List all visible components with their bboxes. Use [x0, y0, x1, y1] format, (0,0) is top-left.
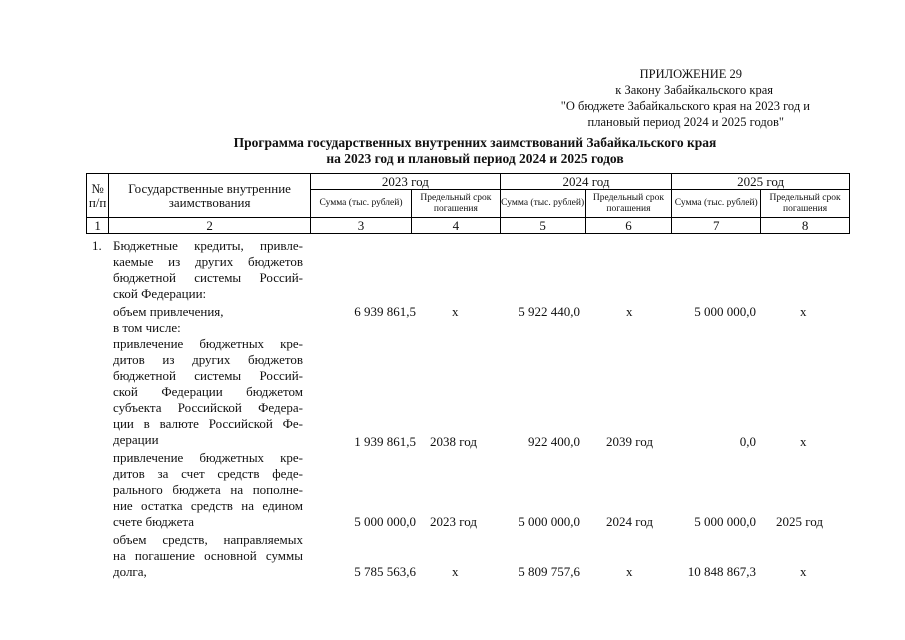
desc-line: ции в валюте Российской Фе- [113, 416, 303, 431]
sum-2024: 5 000 000,0 [518, 514, 580, 529]
term-2023: 2023 год [430, 514, 477, 529]
desc-line: субъекта Российской Федера- [113, 400, 303, 415]
desc-line: дерации [113, 432, 159, 447]
index-cell: 2 [109, 218, 311, 234]
row-description [113, 304, 303, 320]
header-borrowings: Государственные внутренние заимствования [109, 174, 311, 218]
term-2025: х [800, 304, 807, 319]
sum-2025: 5 000 000,0 [694, 514, 756, 529]
header-sum-2025: Сумма (тыс. рублей) [672, 190, 761, 218]
term-2023: х [452, 304, 459, 319]
header-year-2025: 2025 год [672, 174, 850, 190]
term-2023: 2038 год [430, 434, 477, 449]
row-number: 1. [92, 238, 102, 253]
header-sum-2023: Сумма (тыс. рублей) [311, 190, 412, 218]
desc-line: бюджетной системы Россий- [113, 368, 303, 383]
header-year-2024: 2024 год [500, 174, 672, 190]
sum-2024: 5 809 757,6 [518, 564, 580, 579]
desc-line: привлечение бюджетных кре- [113, 336, 303, 351]
sum-2023: 5 785 563,6 [354, 564, 416, 579]
row-description [113, 532, 303, 580]
term-2024: х [626, 304, 633, 319]
term-2024: х [626, 564, 633, 579]
appendix-header [430, 66, 810, 130]
sum-2023: 5 000 000,0 [354, 514, 416, 529]
sum-2025: 0,0 [739, 434, 756, 449]
document-title [80, 135, 870, 167]
term-2025: х [800, 434, 807, 449]
sum-2024: 922 400,0 [528, 434, 580, 449]
sum-2023: 6 939 861,5 [354, 304, 416, 319]
row-description [113, 450, 303, 530]
index-cell: 5 [500, 218, 585, 234]
header-num: № п/п [87, 174, 109, 218]
header-sum-2024: Сумма (тыс. рублей) [500, 190, 585, 218]
header-term-2023: Предельный срок погашения [411, 190, 500, 218]
title-line-1: Программа государственных внутренних заимствований Забайкальского края [233, 135, 717, 150]
header-term-2024: Предельный срок погашения [585, 190, 672, 218]
index-cell: 3 [311, 218, 412, 234]
desc-line: счете бюджета [113, 514, 194, 529]
term-2025: 2025 год [776, 514, 823, 529]
desc-line: Бюджетные кредиты, привле- [113, 238, 303, 253]
desc-line: ние остатка средств на едином [113, 498, 303, 513]
desc-line: рального бюджета на пополне- [113, 482, 303, 497]
borrowing-table-header [86, 173, 850, 234]
index-cell: 1 [87, 218, 109, 234]
sum-2024: 5 922 440,0 [518, 304, 580, 319]
appendix-law-title: "О бюджете Забайкальского края на 2023 год и [560, 99, 810, 113]
desc-line: дитов из других бюджетов [113, 352, 303, 367]
term-2025: х [800, 564, 807, 579]
desc-line: долга, [113, 564, 147, 579]
sum-2025: 5 000 000,0 [694, 304, 756, 319]
index-cell: 8 [761, 218, 850, 234]
desc-line: объем средств, направляемых [113, 532, 303, 547]
appendix-law-title-cont: плановый период 2024 и 2025 годов" [587, 115, 784, 129]
index-cell: 6 [585, 218, 672, 234]
index-cell: 7 [672, 218, 761, 234]
appendix-law-ref: к Закону Забайкальского края [615, 83, 773, 97]
row-description [113, 238, 303, 302]
desc-line: объем привлечения, [113, 304, 224, 319]
term-2023: х [452, 564, 459, 579]
index-cell: 4 [411, 218, 500, 234]
appendix-number: ПРИЛОЖЕНИЕ 29 [639, 67, 742, 81]
desc-line: дитов за счет средств феде- [113, 466, 303, 481]
desc-line: ской Федерации: [113, 286, 207, 301]
title-line-2: на 2023 год и плановый период 2024 и 2025 годов [326, 151, 624, 166]
header-year-2023: 2023 год [311, 174, 501, 190]
term-2024: 2024 год [606, 514, 653, 529]
desc-line: привлечение бюджетных кре- [113, 450, 303, 465]
term-2024: 2039 год [606, 434, 653, 449]
sum-2025: 10 848 867,3 [687, 564, 756, 579]
desc-line: ской Федерации бюджетом [113, 384, 303, 399]
header-term-2025: Предельный срок погашения [761, 190, 850, 218]
row-description [113, 320, 303, 448]
sum-2023: 1 939 861,5 [354, 434, 416, 449]
desc-line: на погашение основной суммы [113, 548, 303, 563]
desc-line: каемые из других бюджетов [113, 254, 303, 269]
desc-line: в том числе: [113, 320, 181, 335]
desc-line: бюджетной системы Россий- [113, 270, 303, 285]
